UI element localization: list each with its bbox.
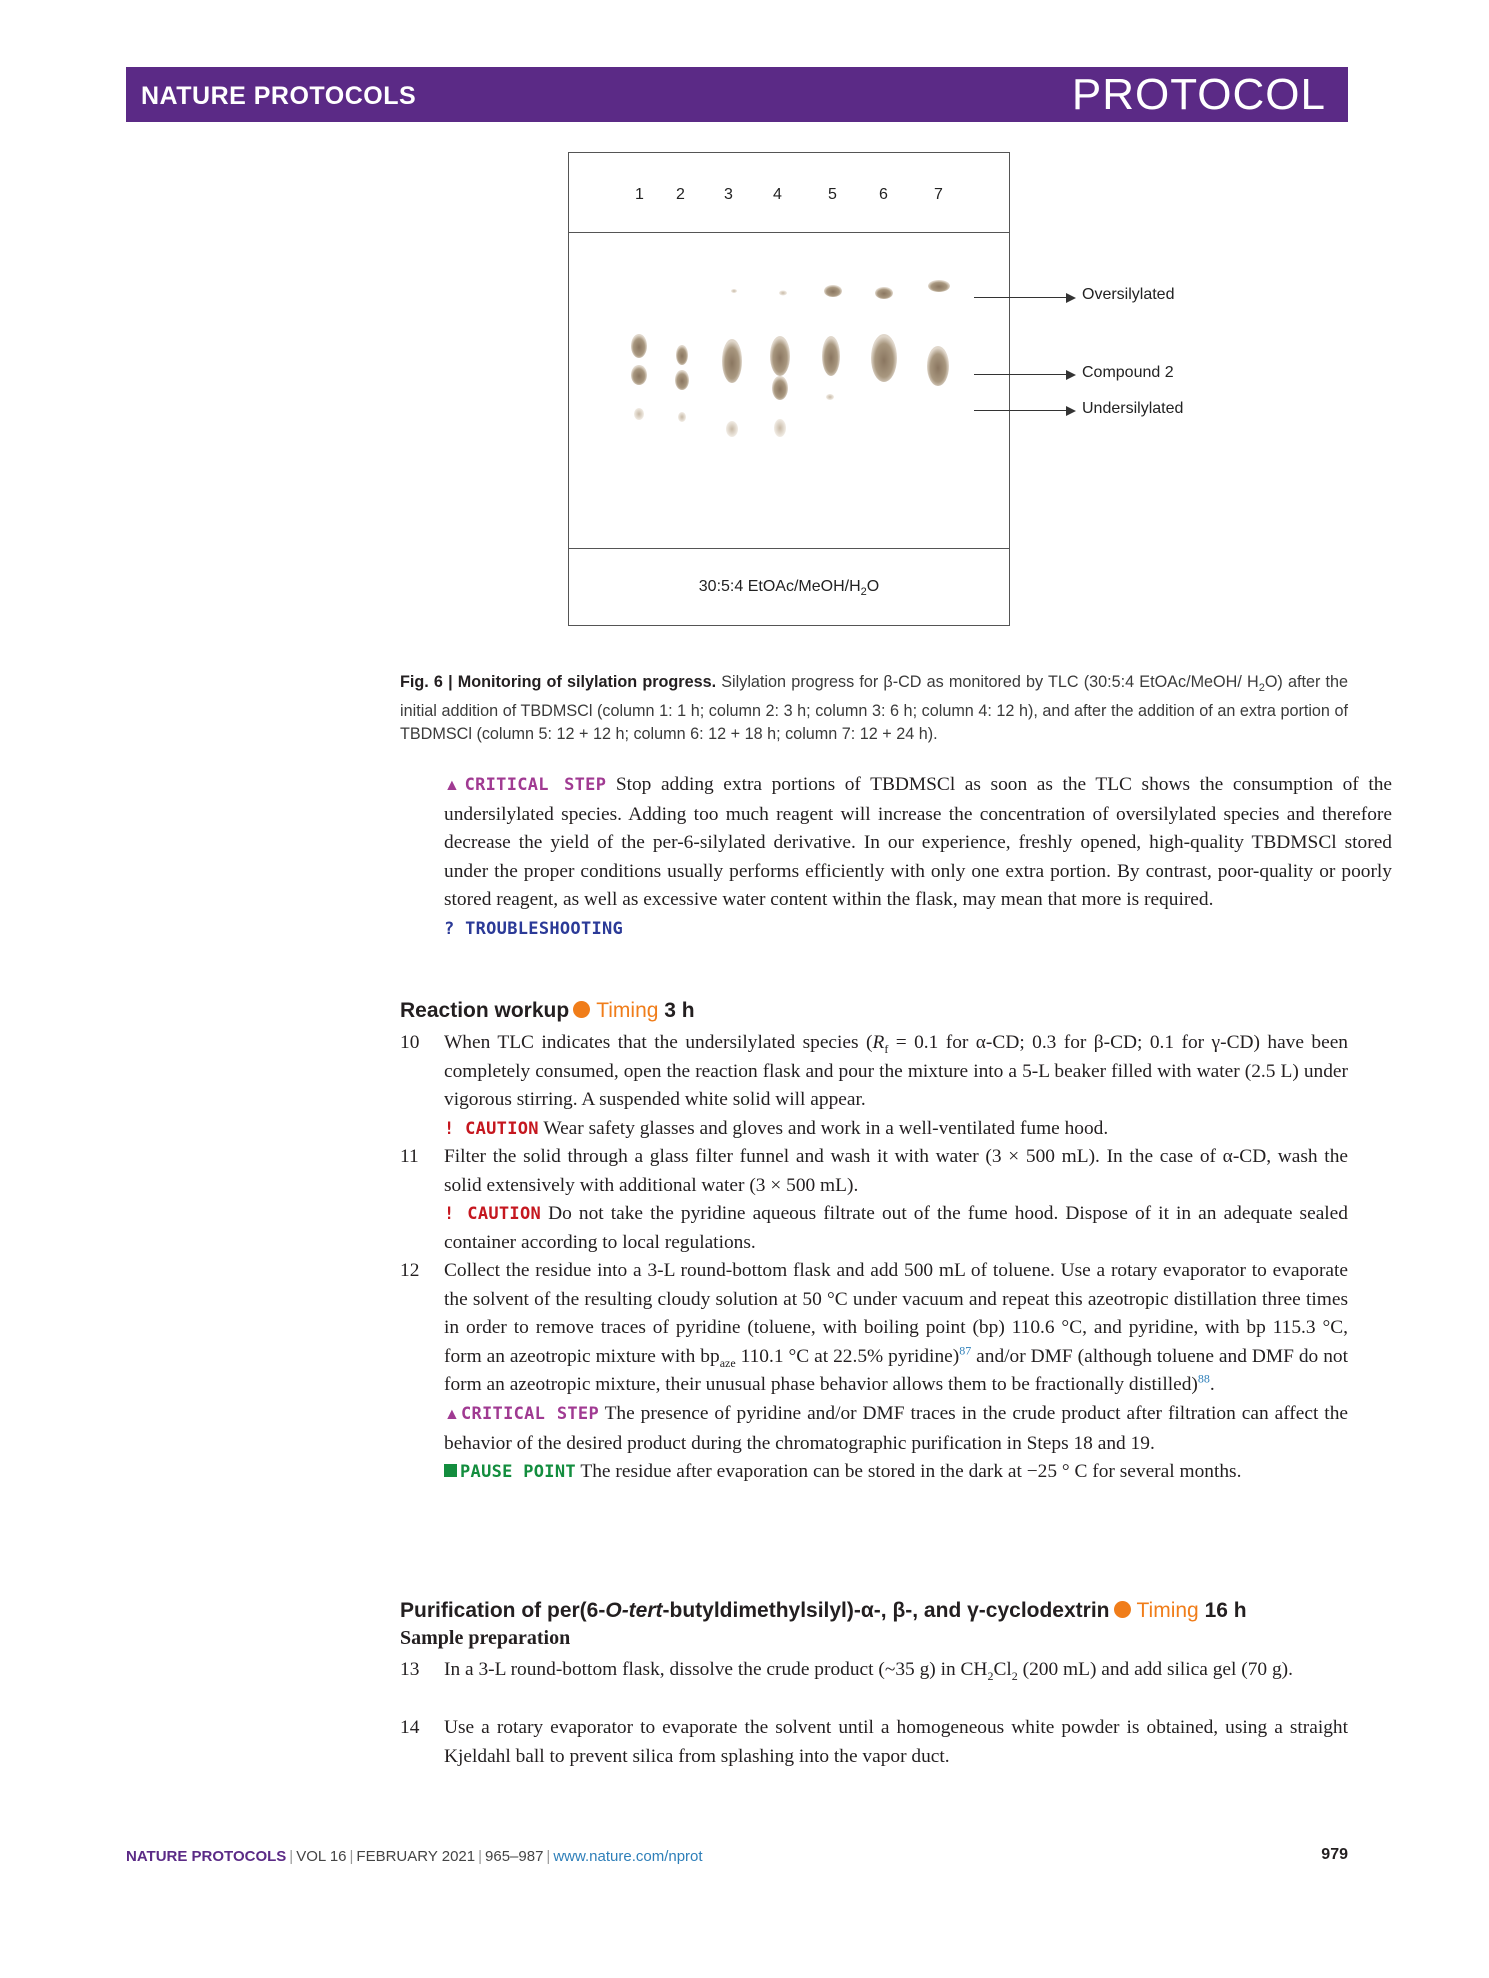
timing-dot-icon bbox=[1114, 1601, 1131, 1618]
tlc-spot bbox=[927, 346, 949, 386]
troubleshooting-link[interactable]: ? TROUBLESHOOTING bbox=[444, 918, 624, 939]
timing-dot-icon bbox=[573, 1001, 590, 1018]
tlc-spot bbox=[875, 287, 893, 299]
journal-name: NATURE PROTOCOLS bbox=[141, 82, 417, 110]
reference-link[interactable]: 87 bbox=[959, 1343, 972, 1358]
tlc-spot bbox=[871, 334, 897, 382]
tlc-spot bbox=[826, 394, 834, 400]
tlc-spot bbox=[824, 285, 842, 297]
header-band bbox=[126, 67, 1348, 122]
critical-step-text: Stop adding extra portions of TBDMSCl as soon as the TLC shows the consumption of the undersilylated species. Adding too much reagent will increase the concentration of oversilylated species and therefore decrease the yield of the per-6-silylated derivative. In our experience, freshly opened, high-quality TBDMSCl stored under the proper conditions usually performs efficiently with only one extra portion. By contrast, poor-quality or poorly stored reagent, as well as excessive water content within the flask, may mean that more is required. bbox=[444, 774, 1393, 911]
journal-url-link[interactable]: www.nature.com/nprot bbox=[553, 1848, 703, 1865]
caution-label: ! CAUTION bbox=[444, 1118, 539, 1139]
label-oversilylated: Oversilylated bbox=[1082, 286, 1175, 303]
label-undersilylated: Undersilylated bbox=[1082, 400, 1184, 417]
tlc-spot bbox=[822, 336, 840, 376]
tlc-spot bbox=[770, 336, 790, 376]
triangle-icon: ▲ bbox=[444, 1405, 461, 1423]
tlc-spot bbox=[631, 365, 647, 385]
lane-label: 2 bbox=[676, 186, 685, 203]
arrow-line bbox=[974, 410, 1067, 411]
lane-label: 4 bbox=[773, 186, 782, 203]
tlc-plate bbox=[569, 233, 1009, 549]
subsection-sample-preparation: Sample preparation bbox=[400, 1627, 571, 1649]
pause-square-icon bbox=[444, 1464, 457, 1477]
tlc-spot bbox=[774, 419, 786, 437]
reference-link[interactable]: 88 bbox=[1197, 1371, 1210, 1386]
caution-label: ! CAUTION bbox=[444, 1204, 542, 1225]
critical-step-block bbox=[400, 771, 1392, 944]
section-purification: Purification of per(6-O-tert-butyldimethylsilyl)-α-, β-, and γ-cyclodextrin Timing 16 h bbox=[400, 1599, 1247, 1622]
lane-label: 3 bbox=[724, 186, 733, 203]
tlc-spot bbox=[676, 345, 688, 365]
tlc-spot bbox=[675, 370, 689, 390]
step-14: 14 Use a rotary evaporator to evaporate the solvent until a homogeneous white powder is obtained, using a straight Kjeldahl ball to prevent silica from splashing into the vapor duct. bbox=[400, 1717, 1348, 1767]
critical-step-label: CRITICAL STEP bbox=[464, 775, 607, 795]
solvent-system: 30:5:4 EtOAc/$MeOH/H_2O$ bbox=[698, 578, 880, 599]
arrow-head bbox=[1066, 293, 1076, 303]
lane-header bbox=[569, 153, 1009, 233]
section-reaction-workup: Reaction workup Timing 3 h bbox=[400, 999, 695, 1022]
tlc-spot bbox=[779, 291, 787, 296]
step-13: 13 In a 3-L round-bottom flask, dissolve the crude product (~35 g) in $CH_2Cl_2$ (200 mL) and add silica gel (70 g). bbox=[400, 1659, 1293, 1683]
tlc-spots bbox=[569, 233, 1009, 548]
step-11: 11 Filter the solid through a glass filter funnel and wash it with water (3 × 500 mL). In the case of α-CD, wash the solid extensively with additional water (3 × 500 mL). ! CAUTION Do not take the pyridine aqueous filtrate out of the fume hood. Dispose of it in an adequate sealed container according to local regulations. bbox=[400, 1146, 1348, 1253]
lane-label: 6 bbox=[879, 186, 888, 203]
arrow-head bbox=[1066, 406, 1076, 416]
figure-caption: Fig. 6 | Monitoring of silylation progress. Silylation progress for β-CD as monitored by TLC (30:5:4 EtOAc/MeOH/ $H_2O$) after the initial addition of TBDMSCl (column 1: 1 h; column 2: 3 h; column 3: 6 h; column 4: 12 h), and after the addition of an extra portion of TBDMSCl (column 5: 12 + 12 h; column 6: 12 + 18 h; column 7: 12 + 24 h). bbox=[400, 673, 1349, 744]
pause-point-label: PAUSE POINT bbox=[460, 1462, 576, 1483]
tlc-spot bbox=[631, 334, 647, 358]
tlc-spot bbox=[928, 280, 950, 292]
tlc-spot bbox=[731, 289, 737, 293]
tlc-spot bbox=[678, 412, 686, 422]
lane-label: 1 bbox=[635, 186, 644, 203]
article-type: PROTOCOL bbox=[1071, 70, 1326, 119]
tlc-spot bbox=[726, 421, 738, 437]
tlc-figure bbox=[568, 152, 1010, 626]
critical-step-label: CRITICAL STEP bbox=[460, 1403, 599, 1424]
lane-label: 5 bbox=[828, 186, 837, 203]
lane-label: 7 bbox=[934, 186, 943, 203]
step-12: 12 Collect the residue into a 3-L round-bottom flask and add 500 mL of toluene. Use a rotary evaporator to evaporate the solvent of the resulting cloudy solution at 50 °C under vacuum and repeat this azeotropic distillation three times in order to remove traces of pyridine (toluene, with boiling point (bp) 110.6 °C, and pyridine, with bp 115.3 °C, form an azeotropic mixture with $bp_{aze}$ 110.1 °C at 22.5% pyridine)$^{87}$ and/or DMF (although toluene and DMF do not form an azeotropic mixture, their unusual phase behavior allows them to be fractionally distilled)$^{88}$. ▲CRITICAL STEP The presence of pyridine and/or DMF traces in the crude product after filtration can affect the behavior of the desired product during the chromatographic purification in Steps 18 and 19. PAUSE POINT The residue after evaporation can be stored in the dark at −25 ° C for several months. bbox=[400, 1260, 1348, 1483]
step-10: 10 When TLC indicates that the undersilylated species ($R_f = 0.1$ for α-CD; 0.3 for β-CD; 0.1 for γ-CD) have been completely consumed, open the reaction flask and pour the mixture into a 5-L beaker filled with water (2.5 L) under vigorous stirring. A suspended white solid will appear. ! CAUTION Wear safety glasses and gloves and work in a well-ventilated fume hood. bbox=[400, 1032, 1348, 1139]
label-compound2: Compound 2 bbox=[1082, 364, 1174, 381]
tlc-spot bbox=[772, 376, 788, 400]
footer: NATURE PROTOCOLS | VOL 16 | FEBRUARY 2021 | 965–987 | www.nature.com/nprot bbox=[126, 1848, 703, 1865]
arrow-line bbox=[974, 297, 1067, 298]
arrow-line bbox=[974, 374, 1067, 375]
tlc-spot bbox=[722, 339, 742, 383]
triangle-icon: ▲ bbox=[444, 777, 465, 794]
tlc-spot bbox=[634, 408, 644, 420]
page-number: 979 bbox=[1321, 1846, 1348, 1863]
arrow-head bbox=[1066, 370, 1076, 380]
